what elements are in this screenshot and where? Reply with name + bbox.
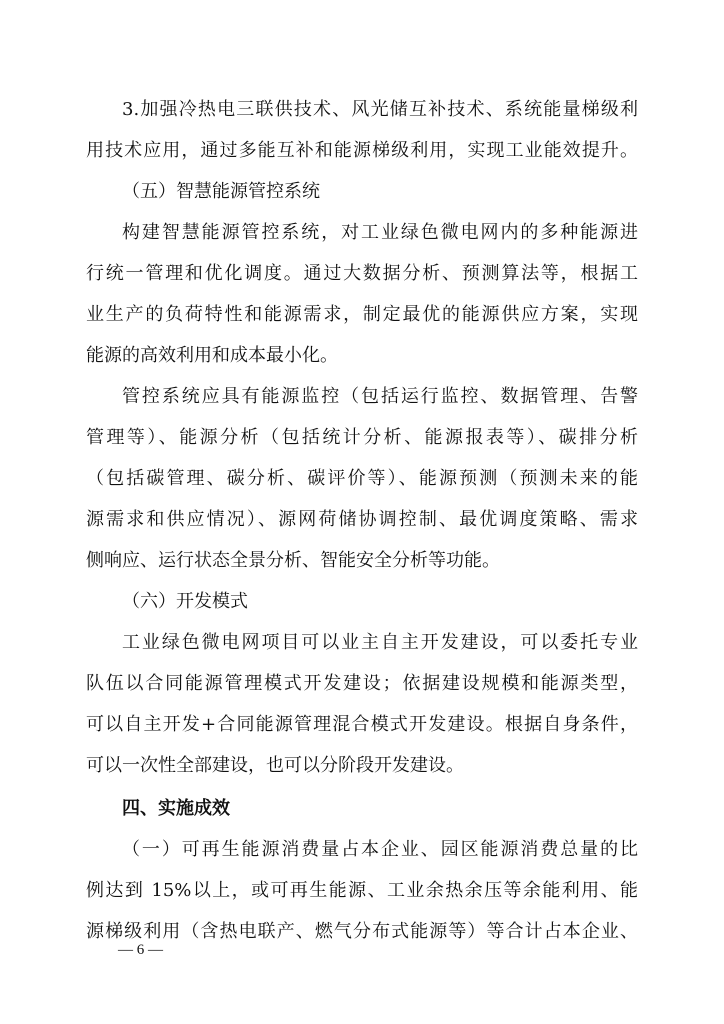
paragraph-line: 可以一次性全部建设，也可以分阶段开发建设。	[86, 755, 464, 776]
subsection-heading: （六）开发模式	[122, 591, 248, 612]
paragraph-line: 业生产的负荷特性和能源需求，制定最优的能源供应方案，实现	[86, 304, 638, 325]
paragraph-line: 构建智慧能源管控系统，对工业绿色微电网内的多种能源进	[122, 222, 638, 243]
paragraph-line: 管控系统应具有能源监控（包括运行监控、数据管理、告警	[122, 386, 638, 407]
paragraph-line: 工业绿色微电网项目可以业主自主开发建设，可以委托专业	[122, 632, 638, 653]
paragraph-line: 源需求和供应情况）、源网荷储协调控制、最优调度策略、需求	[86, 509, 638, 530]
paragraph-line: 例达到 15%以上，或可再生能源、工业余热余压等余能利用、能	[86, 880, 638, 901]
subsection-heading: （五）智慧能源管控系统	[122, 181, 320, 202]
paragraph-line: 用技术应用，通过多能互补和能源梯级利用，实现工业能效提升。	[86, 140, 638, 161]
section-heading: 四、实施成效	[122, 798, 230, 819]
paragraph-line: 侧响应、运行状态全景分析、智能安全分析等功能。	[86, 550, 500, 571]
paragraph-line: 3.加强冷热电三联供技术、风光储互补技术、系统能量梯级利	[122, 99, 638, 120]
paragraph-line: 队伍以合同能源管理模式开发建设；依据建设规模和能源类型，	[86, 673, 638, 694]
paragraph-line: （包括碳管理、碳分析、碳评价等）、能源预测（预测未来的能	[86, 468, 638, 489]
paragraph-line: 可以自主开发+合同能源管理混合模式开发建设。根据自身条件，	[86, 714, 638, 735]
paragraph-line: （一）可再生能源消费量占本企业、园区能源消费总量的比	[122, 839, 638, 860]
paragraph-line: 行统一管理和优化调度。通过大数据分析、预测算法等，根据工	[86, 263, 638, 284]
page-number: — 6 —	[118, 942, 163, 958]
paragraph-line: 管理等）、能源分析（包括统计分析、能源报表等）、碳排分析	[86, 427, 638, 448]
paragraph-line: 能源的高效利用和成本最小化。	[86, 345, 338, 366]
paragraph-line: 源梯级利用（含热电联产、燃气分布式能源等）等合计占本企业、	[86, 921, 638, 942]
